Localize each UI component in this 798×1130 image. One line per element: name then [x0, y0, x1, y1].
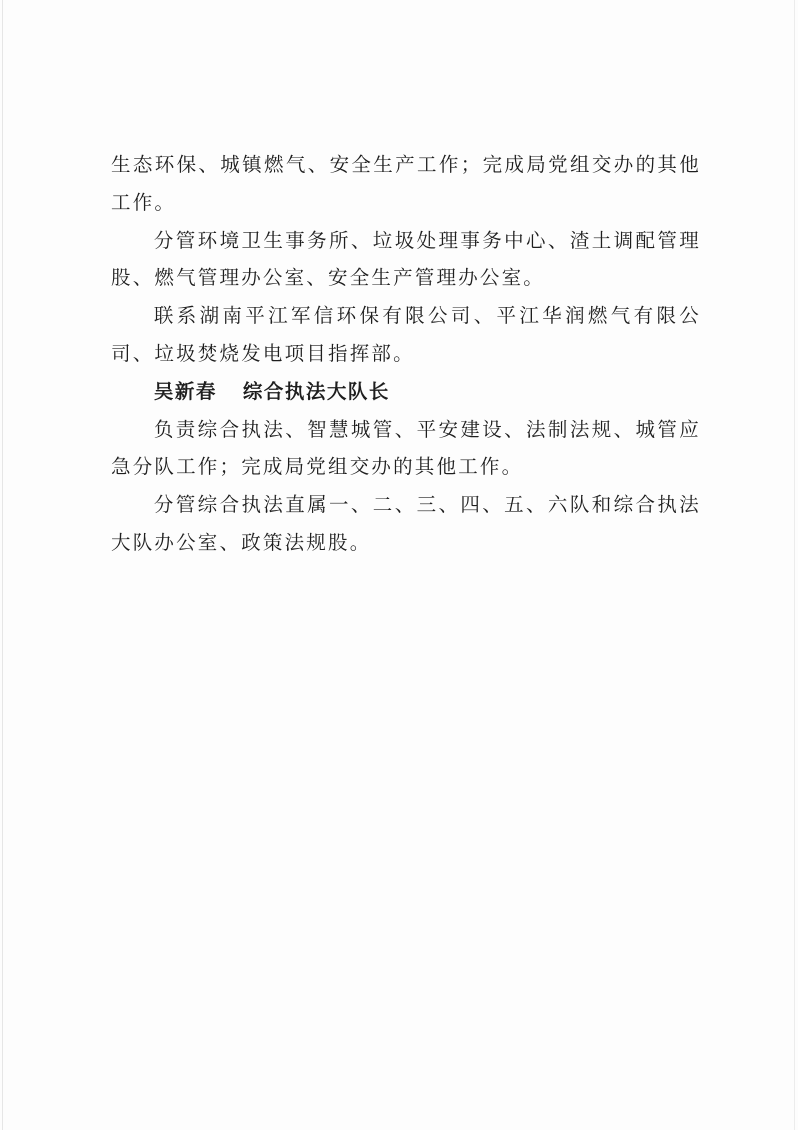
scan-edge-left — [2, 0, 3, 1130]
person-heading — [111, 373, 701, 411]
person-name: 吴新春 — [153, 379, 217, 403]
paragraph-person-supervised-units: 分管综合执法直属一、二、三、四、五、六队和综合执法大队办公室、政策法规股。 — [111, 493, 701, 554]
paragraph-duties-continued: 生态环保、城镇燃气、安全生产工作；完成局党组交办的其他工作。 — [111, 153, 701, 214]
paragraph-supervised-units: 分管环境卫生事务所、垃圾处理事务中心、渣土调配管理股、燃气管理办公室、安全生产管理办公室。 — [111, 228, 701, 290]
paragraph-liaison-units: 联系湖南平江军信环保有限公司、平江华润燃气有限公司、垃圾焚烧发电项目指挥部。 — [111, 304, 701, 365]
paragraph-person-duties: 负责综合执法、智慧城管、平安建设、法制法规、城管应急分队工作；完成局党组交办的其他工作。 — [111, 417, 701, 479]
document-body — [111, 146, 701, 562]
person-title: 综合执法大队长 — [242, 379, 390, 403]
scan-edge-right — [794, 0, 795, 1130]
